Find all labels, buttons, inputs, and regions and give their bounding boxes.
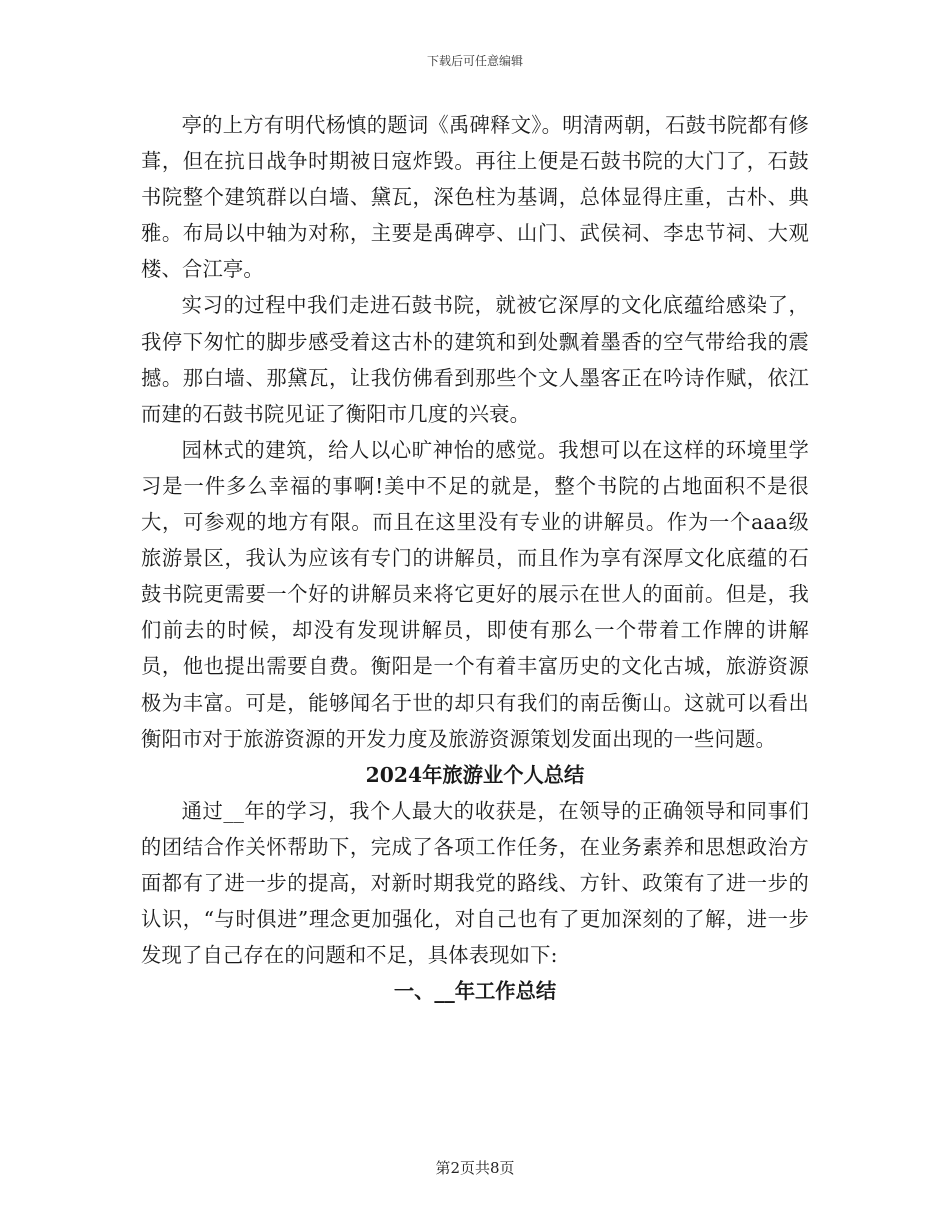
paragraph-3: 园林式的建筑，给人以心旷神怡的感觉。我想可以在这样的环境里学习是一件多么幸福的事啊!美中不足的就是，整个书院的占地面积不是很大，可参观的地方有限。而且在这里没有专业的讲解员。作为一个aaa级旅游景区，我认为应该有专门的讲解员，而且作为享有深厚文化底蕴的石鼓书院更需要一个好的讲解员来将它更好的展示在世人的面前。但是，我们前去的时候，却没有发现讲解员，即使有那么一个带着工作牌的讲解员，他也提出需要自费。衡阳是一个有着丰富历史的文化古城，旅游资源极为丰富。可是，能够闻名于世的却只有我们的南岳衡山。这就可以看出衡阳市对于旅游资源的开发力度及旅游资源策划发面出现的一些问题。: [141, 437, 809, 751]
paragraph-1: 亭的上方有明代杨慎的题词《禹碑释文》。明清两朝，石鼓书院都有修葺，但在抗日战争时期被日寇炸毁。再往上便是石鼓书院的大门了，石鼓书院整个建筑群以白墙、黛瓦，深色柱为基调，总体显得庄重，古朴、典雅。布局以中轴为对称，主要是禹碑亭、山门、武侯祠、李忠节祠、大观楼、合江亭。: [141, 113, 809, 282]
paragraph-4: 通过__年的学习，我个人最大的收获是，在领导的正确领导和同事们的团结合作关怀帮助下，完成了各项工作任务，在业务素养和思想政治方面都有了进一步的提高，对新时期我党的路线、方针、政策有了进一步的认识，“与时俱进”理念更加强化，对自己也有了更加深刻的了解，进一步发现了自己存在的问题和不足，具体表现如下:: [141, 798, 809, 968]
section-heading-1: 一、__年工作总结: [393, 979, 557, 1004]
page-footer: 第2页共8页: [435, 1159, 515, 1177]
document-body: [141, 107, 809, 1009]
paragraph-2: 实习的过程中我们走进石鼓书院，就被它深厚的文化底蕴给感染了，我停下匆忙的脚步感受着这古朴的建筑和到处飘着墨香的空气带给我的震撼。那白墙、那黛瓦，让我仿佛看到那些个文人墨客正在吟诗作赋，依江而建的石鼓书院见证了衡阳市几度的兴衰。: [141, 293, 809, 426]
document-title: 2024年旅游业个人总结: [365, 762, 585, 787]
page-header: 下载后可任意编辑: [426, 54, 523, 68]
